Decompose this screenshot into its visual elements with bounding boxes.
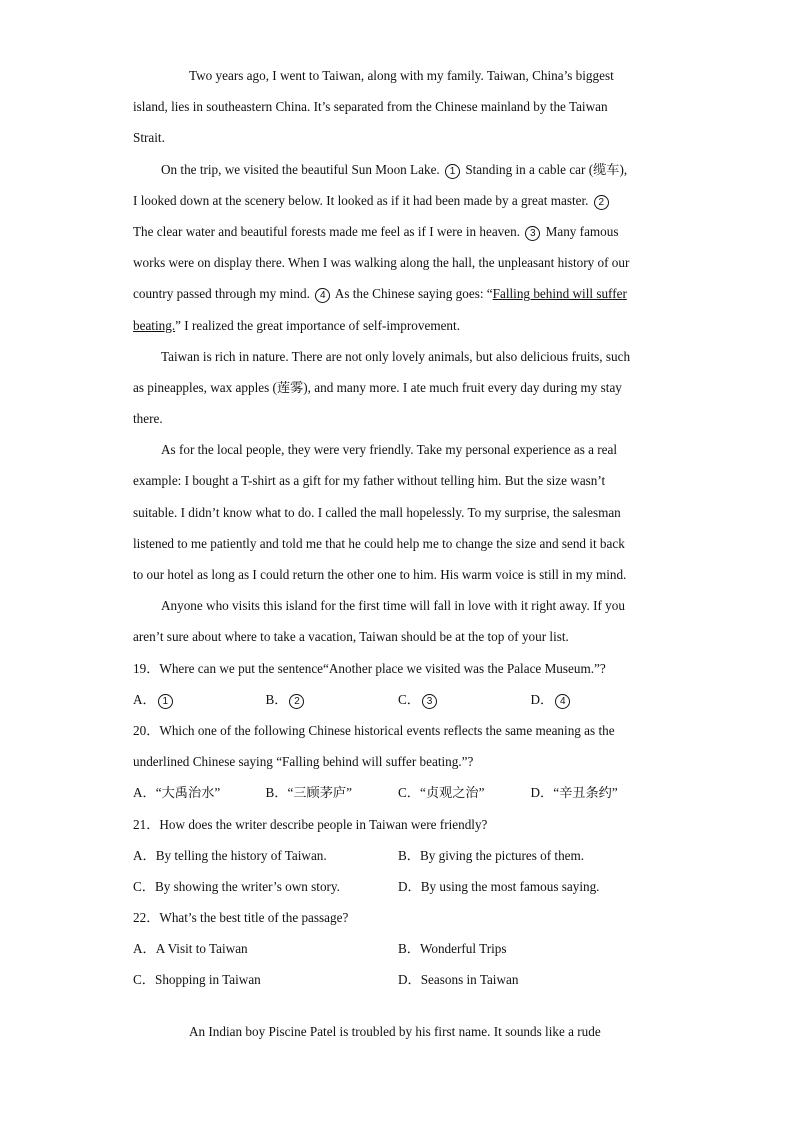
passage-text: As the Chinese saying goes: “ xyxy=(334,286,493,302)
option-b[interactable]: B．By giving the pictures of them. xyxy=(398,847,585,863)
passage-line: aren’t sure about where to take a vacation, Taiwan should be at the top of your list. xyxy=(133,629,569,645)
passage-line: suitable. I didn’t know what to do. I called the mall hopelessly. To my surprise, the salesman xyxy=(133,504,621,520)
option-c[interactable]: C．“贞观之治” xyxy=(398,785,485,801)
option-a[interactable]: A．“大禹治水” xyxy=(133,785,221,801)
marker-3: 3 xyxy=(422,694,437,709)
passage-text: Many famous xyxy=(545,223,619,239)
question-19-options xyxy=(133,688,663,719)
option-b[interactable]: B．“三顾茅庐” xyxy=(265,785,352,801)
passage-line: to our hotel as long as I could return the other one to him. His warm voice is still in my mind. xyxy=(133,567,627,582)
question-22-stem: 22．What’s the best title of the passage? xyxy=(133,910,349,926)
passage-line xyxy=(133,95,663,126)
option-c[interactable] xyxy=(398,688,531,719)
passage-line: example: I bought a T-shirt as a gift for my father without telling him. But the size wasn’t xyxy=(133,473,606,489)
passage-text: I looked down at the scenery below. It looked as if it had been made by a great master. xyxy=(133,192,589,208)
marker-2: 2 xyxy=(594,195,609,210)
option-d[interactable] xyxy=(531,688,664,719)
passage-line: Two years ago, I went to Taiwan, along with my family. Taiwan, China’s biggest xyxy=(189,68,614,83)
marker-4: 4 xyxy=(555,694,570,709)
option-a[interactable]: A．By telling the history of Taiwan. xyxy=(133,847,327,863)
passage-line: there. xyxy=(133,411,163,427)
passage-line xyxy=(133,189,663,220)
option-letter: A． xyxy=(133,691,156,707)
underlined-saying: beating. xyxy=(133,317,176,333)
option-letter: D． xyxy=(530,691,554,707)
passage-text: ” I realized the great importance of self-improvement. xyxy=(175,317,460,333)
passage-line: listened to me patiently and told me that he could help me to change the size and send it back xyxy=(133,535,625,551)
passage-line: Anyone who visits this island for the first time will fall in love with it right away. If you xyxy=(161,598,625,614)
option-b[interactable]: B．Wonderful Trips xyxy=(398,941,507,957)
question-22-options xyxy=(133,937,663,968)
marker-1: 1 xyxy=(445,164,460,179)
question-21-stem: 21．How does the writer describe people in Taiwan were friendly? xyxy=(133,816,488,832)
option-a[interactable] xyxy=(133,688,266,719)
passage-line xyxy=(133,314,663,345)
question-20-stem: underlined Chinese saying “Falling behind will suffer beating.”? xyxy=(133,754,474,770)
passage-text: On the trip, we visited the beautiful Sun Moon Lake. xyxy=(161,161,440,177)
underlined-saying: Falling behind will suffer xyxy=(492,286,627,302)
marker-3: 3 xyxy=(525,226,540,241)
question-21-options xyxy=(133,844,663,875)
option-c[interactable]: C．Shopping in Taiwan xyxy=(133,972,261,988)
question-22-options xyxy=(133,968,663,999)
question-21-options xyxy=(133,875,663,906)
passage-text: country passed through my mind. xyxy=(133,286,310,302)
option-d[interactable]: D．By using the most famous saying. xyxy=(398,878,600,894)
passage-line xyxy=(133,282,663,313)
marker-1: 1 xyxy=(158,694,173,709)
question-20-options xyxy=(133,781,663,812)
question-19-stem: 19．Where can we put the sentence“Another place we visited was the Palace Museum.”? xyxy=(133,660,606,676)
option-letter: B． xyxy=(265,691,288,707)
passage-line: Taiwan is rich in nature. There are not only lovely animals, but also delicious fruits, such xyxy=(161,348,631,364)
passage-line xyxy=(133,220,663,251)
passage-line xyxy=(133,158,663,189)
marker-2: 2 xyxy=(289,694,304,709)
next-passage-first-line: An Indian boy Piscine Patel is troubled by his first name. It sounds like a rude xyxy=(189,1024,601,1039)
passage-text: island, lies in southeastern China. It’s separated from the Chinese mainland by the Taiwan xyxy=(133,99,608,115)
option-c[interactable]: C．By showing the writer’s own story. xyxy=(133,878,340,894)
option-b[interactable] xyxy=(266,688,399,719)
passage-line: Strait. xyxy=(133,130,165,146)
passage-text: Standing in a cable car (缆车), xyxy=(465,161,628,177)
passage-line: works were on display there. When I was walking along the hall, the unpleasant history of our xyxy=(133,255,630,271)
marker-4: 4 xyxy=(315,288,330,303)
passage-text: The clear water and beautiful forests made me feel as if I were in heaven. xyxy=(133,223,521,239)
reading-passage xyxy=(133,64,663,1000)
passage-line: as pineapples, wax apples (莲雾), and many more. I ate much fruit every day during my stay xyxy=(133,379,622,395)
passage-line: As for the local people, they were very friendly. Take my personal experience as a real xyxy=(161,442,618,458)
option-d[interactable]: D．Seasons in Taiwan xyxy=(398,972,519,988)
question-20-stem: 20．Which one of the following Chinese historical events reflects the same meaning as the xyxy=(133,722,615,738)
option-a[interactable]: A．A Visit to Taiwan xyxy=(133,941,248,957)
option-d[interactable]: D．“辛丑条约” xyxy=(530,785,618,801)
option-letter: C． xyxy=(398,691,420,707)
